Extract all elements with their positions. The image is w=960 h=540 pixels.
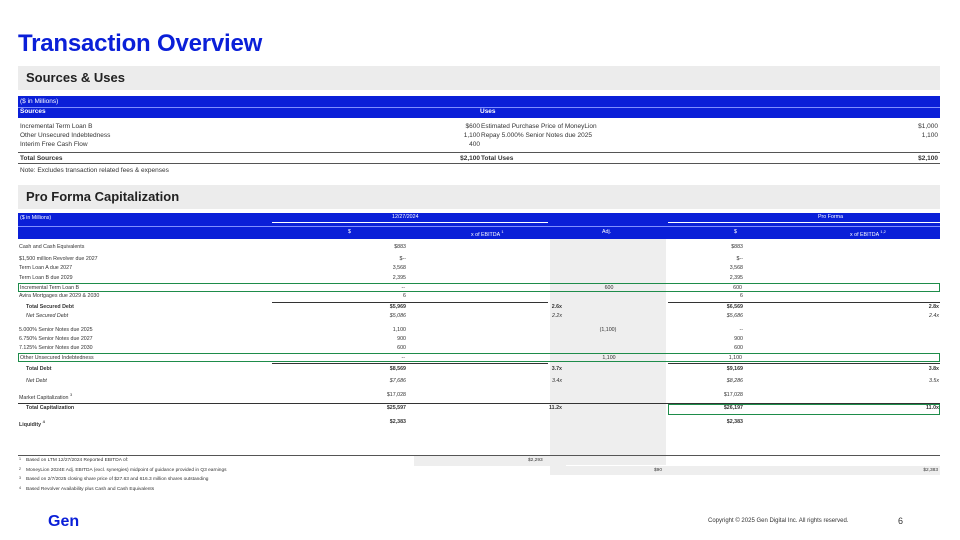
multiple-2024: 3.4x [551,378,562,385]
value-2024: $25,597 [386,405,406,412]
value-2024: $5,969 [389,304,406,311]
table-note [18,166,940,176]
source-label: Incremental Term Loan B [20,123,93,130]
source-label: Interim Free Cash Flow [20,141,88,148]
table-row [18,335,940,344]
table-row [18,391,940,403]
multiple-pro-forma: 11.0x [926,405,939,412]
footnote-number: 1 [19,457,21,461]
unit-label: ($ in Millions) [20,215,52,221]
value-pro-forma: $9,169 [726,366,743,373]
value-pro-forma: $2,383 [726,419,743,426]
source-value: 1,100 [463,132,480,139]
value-pro-forma: $26,197 [723,405,743,412]
value-pro-forma: 1,100 [728,355,742,362]
table-header [18,96,940,118]
value-2024: 2,395 [392,274,406,281]
sources-header: Sources [20,108,46,115]
footnote-text: Based on 2/7/2025 closing share price of $27.63 and 616.3 million shares outstanding [26,477,209,482]
value-adjustment: (1,100) [599,326,617,333]
pro-forma-table [18,213,940,430]
table-row [18,264,940,273]
table-row [18,131,940,140]
uses-header: Uses [480,108,496,115]
row-label: 5.000% Senior Notes due 2025 [19,326,93,333]
footnote-number: 3 [19,476,21,480]
table-row-total [18,403,940,415]
use-label: Repay 5.000% Senior Notes due 2025 [481,132,592,139]
pro-forma-total-box [668,404,940,415]
footnote [18,475,940,485]
col-dollar: $ [348,229,351,235]
value-2024: 900 [397,335,406,342]
value-2024: $2,383 [389,419,406,426]
total-sources-label: Total Sources [20,155,63,162]
value-adjustment: 1,100 [602,355,616,362]
table-row [18,122,940,131]
table-row-total [18,365,940,377]
value-pro-forma: $883 [731,244,743,250]
page-number: 6 [898,516,904,526]
footnote-value: $2,293 [528,458,543,463]
sources-uses-table [18,96,940,176]
table-header [18,213,940,239]
value-2024: $17,028 [386,392,406,399]
copyright-text: Copyright © 2025 Gen Digital Inc. All rights reserved. [708,518,849,524]
col-dollar-pf: $ [734,229,737,235]
value-2024: $5,086 [389,313,406,320]
pro-forma-header: Pro Forma [818,214,844,220]
value-pro-forma: 900 [734,335,743,342]
section-heading: Pro Forma Capitalization [26,189,180,204]
value-2024: $-- [399,256,406,263]
footnote-value: $2,383 [923,467,938,473]
footnote-text: MoneyLion 2024E Adj. EBITDA (excl. synergies) midpoint of guidance provided in Q3 earnings [26,467,227,473]
row-label: Net Debt [26,378,47,385]
table-row [18,418,940,430]
footnote-value: $90 [654,467,663,473]
source-label: Other Unsecured Indebtedness [20,132,111,139]
row-label: Term Loan B due 2029 [19,274,73,281]
page-title: Transaction Overview [18,30,263,57]
table-row [18,344,940,353]
date-header: 12/27/2024 [392,214,419,220]
value-2024: $883 [394,244,406,250]
multiple-pro-forma: 2.4x [928,313,939,320]
table-row [18,274,940,283]
row-label: Other Unsecured Indebtedness [20,355,94,362]
table-row [18,243,940,252]
value-adjustment: 600 [604,284,614,291]
value-pro-forma: 6 [740,292,743,299]
row-label: Total Capitalization [26,405,75,412]
section-pro-forma [18,185,940,209]
source-value: 400 [469,141,480,148]
section-heading: Sources & Uses [26,70,125,85]
value-2024: 600 [397,344,406,351]
multiple-2024: 11.2x [549,405,562,412]
value-2024: $7,686 [389,378,406,385]
total-row [18,152,940,164]
table-row [18,312,940,321]
value-pro-forma: $6,569 [726,304,743,311]
multiple-2024: 2.6x [551,304,562,311]
gen-logo: Gen [48,513,80,530]
row-label: Incremental Term Loan B [20,284,80,291]
multiple-pro-forma: 3.5x [928,378,939,385]
value-2024: 3,568 [392,265,406,272]
value-pro-forma: $5,686 [726,313,743,320]
col-ebitda-pf: x of EBITDA $^{1,2}$ [850,229,886,238]
use-value: $1,000 [918,123,938,130]
row-label: Term Loan A due 2027 [19,265,73,272]
row-label: Liquidity $^4$ [19,419,45,429]
unit-label: ($ in Millions) [20,98,59,105]
table-row-total [18,303,940,312]
section-sources-uses [18,66,940,90]
footnote [18,485,940,495]
footnote [18,466,940,476]
row-label: Net Secured Debt [26,313,69,320]
value-pro-forma: $-- [736,256,743,263]
use-label: Estimated Purchase Price of MoneyLion [481,123,597,130]
note-text: Note: Excludes transaction related fees & expenses [20,167,169,174]
footnote-number: 2 [19,466,21,471]
footnote [18,456,940,466]
value-pro-forma: 600 [733,284,742,291]
value-2024: 6 [403,292,406,299]
footnotes [18,455,940,494]
use-value: 1,100 [921,132,938,139]
row-label: Cash and Cash Equivalents [19,244,85,250]
table-row-highlighted [18,283,940,292]
value-2024: -- [401,284,405,291]
value-pro-forma: 2,395 [729,274,743,281]
row-label: 6.750% Senior Notes due 2027 [19,335,93,342]
value-pro-forma: 3,568 [729,265,743,272]
row-label: 7.125% Senior Notes due 2030 [19,344,93,351]
row-label: Total Debt [26,366,52,373]
footnote-text: Based Revolver Availability plus Cash and Cash Equivalents [26,486,155,492]
value-pro-forma: $17,028 [723,392,743,399]
multiple-2024: 3.7x [551,366,562,373]
value-2024: 1,100 [392,326,406,333]
row-label: Avira Mortgages due 2029 & 2030 [19,292,100,299]
col-ebitda: x of EBITDA $^1$ [471,229,504,238]
table-row [18,292,940,301]
source-value: $600 [465,123,480,130]
table-row [18,140,940,149]
value-pro-forma: $8,286 [726,378,743,385]
multiple-2024: 2.2x [551,313,562,320]
row-label: Market Capitalization $^3$ [19,392,73,402]
total-uses-value: $2,100 [918,155,938,162]
footnote-number: 4 [19,485,21,490]
value-pro-forma: -- [739,326,743,333]
table-row [18,377,940,389]
multiple-pro-forma: 3.8x [928,366,939,373]
value-2024: $8,569 [389,366,406,373]
total-sources-value: $2,100 [460,155,480,162]
row-label: $1,500 million Revolver due 2027 [19,256,98,263]
value-2024: -- [401,355,405,362]
multiple-pro-forma: 2.8x [928,304,939,311]
col-adj: Adj. [602,229,612,235]
table-row-highlighted [18,353,940,362]
table-row [18,326,940,335]
row-label: Total Secured Debt [26,304,74,311]
total-uses-label: Total Uses [481,155,514,162]
value-pro-forma: 600 [734,344,743,351]
footnote-text: Based on LTM 12/27/2024 Reported EBITDA of: [26,458,129,463]
table-row [18,255,940,264]
